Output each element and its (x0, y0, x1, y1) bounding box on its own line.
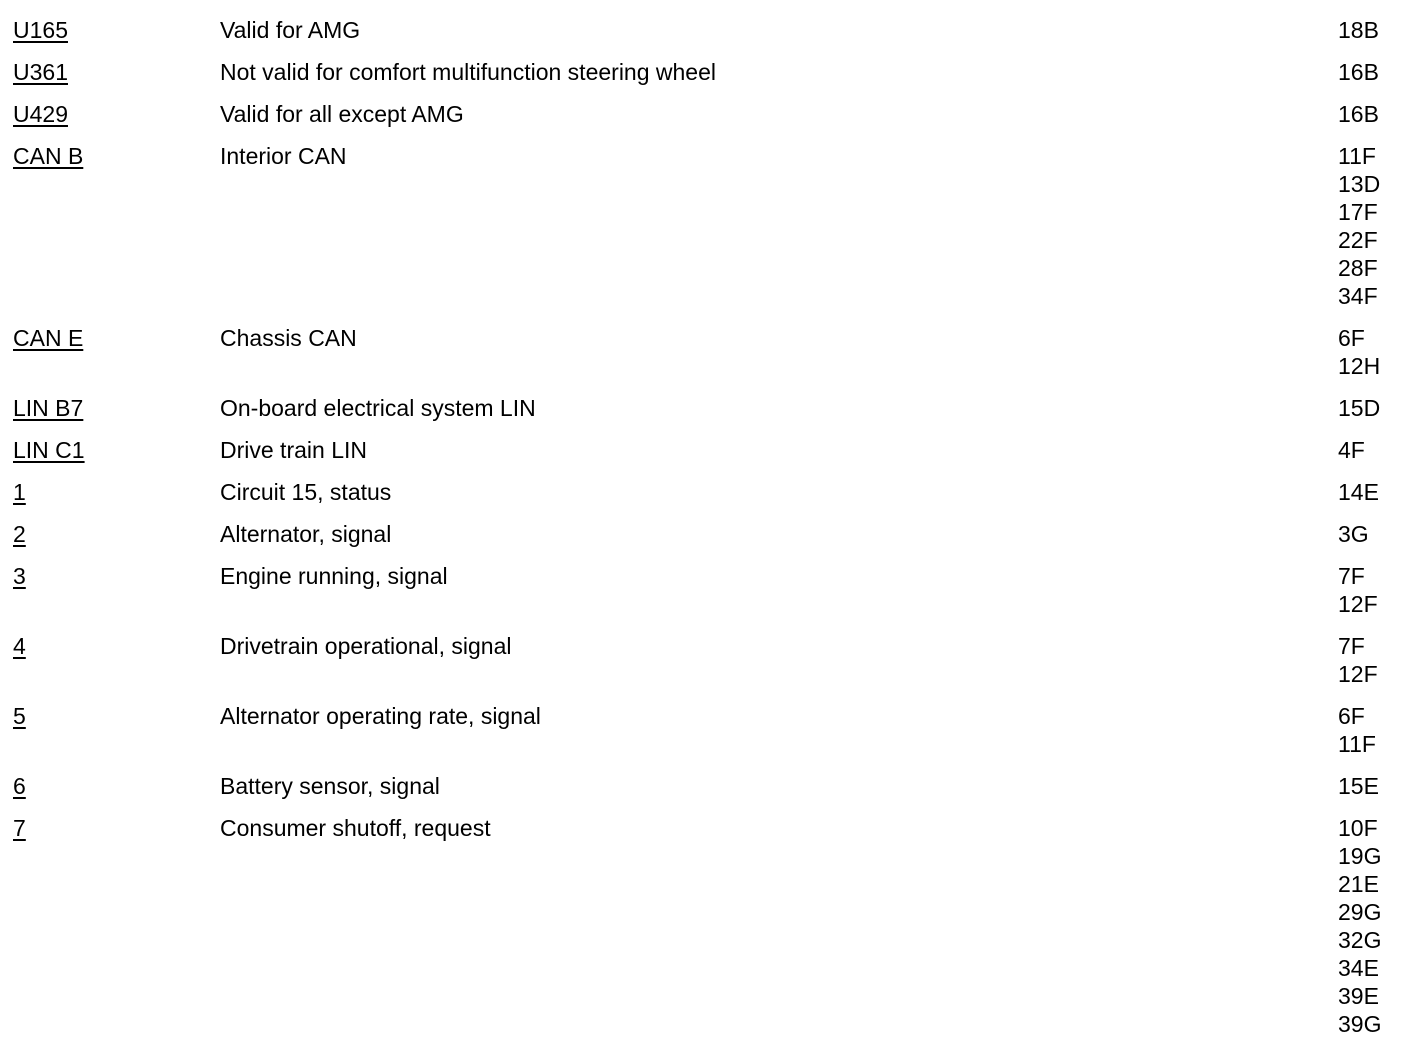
legend-row (0, 562, 1408, 618)
grid-reference: 32G (1338, 927, 1382, 953)
legend-grid-references (1338, 436, 1408, 464)
legend-grid-references (1338, 702, 1408, 758)
legend-grid-references (1338, 100, 1408, 128)
legend-code-cell (0, 58, 220, 86)
legend-code-cell (0, 324, 220, 352)
legend-description: Drivetrain operational, signal (220, 633, 512, 659)
legend-grid-references (1338, 16, 1408, 44)
legend-code-cell (0, 632, 220, 660)
legend-code-cell (0, 394, 220, 422)
legend-code-link[interactable]: 2 (13, 521, 26, 547)
grid-reference: 15D (1338, 395, 1381, 421)
grid-reference: 6F (1338, 703, 1365, 729)
grid-reference: 12F (1338, 591, 1378, 617)
legend-description: Not valid for comfort multifunction steering wheel (220, 59, 716, 85)
legend-code-link[interactable]: 1 (13, 479, 26, 505)
legend-code-link[interactable]: U165 (13, 17, 68, 43)
legend-code-cell (0, 100, 220, 128)
grid-reference: 28F (1338, 255, 1378, 281)
legend-row (0, 16, 1408, 44)
legend-row (0, 520, 1408, 548)
legend-code-cell (0, 436, 220, 464)
legend-code-link[interactable]: U429 (13, 101, 68, 127)
legend-grid-references (1338, 520, 1408, 548)
legend-code-link[interactable]: 3 (13, 563, 26, 589)
grid-reference: 3G (1338, 521, 1369, 547)
grid-reference: 7F (1338, 633, 1365, 659)
legend-grid-references (1338, 142, 1408, 310)
legend-row (0, 478, 1408, 506)
legend-description: Engine running, signal (220, 563, 448, 589)
legend-row (0, 394, 1408, 422)
legend-code-link[interactable]: LIN C1 (13, 437, 85, 463)
grid-reference: 13D (1338, 171, 1381, 197)
legend-code-link[interactable]: 5 (13, 703, 26, 729)
legend-code-cell (0, 772, 220, 800)
legend-code-cell (0, 520, 220, 548)
grid-reference: 11F (1338, 731, 1376, 757)
legend-grid-references (1338, 772, 1408, 800)
legend-row (0, 702, 1408, 758)
grid-reference: 4F (1338, 437, 1365, 463)
legend-description: Drive train LIN (220, 437, 367, 463)
grid-reference: 22F (1338, 227, 1378, 253)
grid-reference: 16B (1338, 59, 1379, 85)
legend-code-cell (0, 142, 220, 170)
legend-table (0, 16, 1408, 1052)
grid-reference: 6F (1338, 325, 1365, 351)
legend-description: Consumer shutoff, request (220, 815, 491, 841)
legend-grid-references (1338, 58, 1408, 86)
legend-code-link[interactable]: CAN B (13, 143, 84, 169)
legend-row (0, 58, 1408, 86)
legend-code-cell (0, 478, 220, 506)
legend-description: Circuit 15, status (220, 479, 392, 505)
legend-grid-references (1338, 814, 1408, 1038)
grid-reference: 39G (1338, 1011, 1382, 1037)
legend-grid-references (1338, 562, 1408, 618)
legend-description: Valid for all except AMG (220, 101, 464, 127)
grid-reference: 18B (1338, 17, 1379, 43)
grid-reference: 34E (1338, 955, 1379, 981)
legend-row (0, 632, 1408, 688)
legend-code-cell (0, 814, 220, 842)
grid-reference: 21E (1338, 871, 1379, 897)
legend-description: Chassis CAN (220, 325, 357, 351)
legend-row (0, 324, 1408, 380)
legend-code-link[interactable]: LIN B7 (13, 395, 84, 421)
legend-description: Interior CAN (220, 143, 347, 169)
legend-grid-references (1338, 324, 1408, 380)
legend-code-link[interactable]: 7 (13, 815, 26, 841)
grid-reference: 39E (1338, 983, 1379, 1009)
legend-description: Valid for AMG (220, 17, 361, 43)
legend-description: Alternator operating rate, signal (220, 703, 541, 729)
legend-grid-references (1338, 394, 1408, 422)
grid-reference: 15E (1338, 773, 1379, 799)
legend-row (0, 772, 1408, 800)
legend-description: On-board electrical system LIN (220, 395, 536, 421)
grid-reference: 12F (1338, 661, 1378, 687)
legend-row (0, 436, 1408, 464)
grid-reference: 10F (1338, 815, 1378, 841)
legend-grid-references (1338, 632, 1408, 688)
grid-reference: 14E (1338, 479, 1379, 505)
legend-code-cell (0, 702, 220, 730)
legend-code-link[interactable]: U361 (13, 59, 68, 85)
grid-reference: 19G (1338, 843, 1382, 869)
legend-code-cell (0, 562, 220, 590)
legend-row (0, 814, 1408, 1038)
grid-reference: 12H (1338, 353, 1381, 379)
legend-description: Alternator, signal (220, 521, 392, 547)
grid-reference: 17F (1338, 199, 1378, 225)
legend-grid-references (1338, 478, 1408, 506)
legend-code-link[interactable]: 6 (13, 773, 26, 799)
legend-row (0, 142, 1408, 310)
grid-reference: 29G (1338, 899, 1382, 925)
legend-row (0, 100, 1408, 128)
legend-code-link[interactable]: CAN E (13, 325, 84, 351)
legend-code-cell (0, 16, 220, 44)
grid-reference: 34F (1338, 283, 1378, 309)
legend-description: Battery sensor, signal (220, 773, 440, 799)
legend-code-link[interactable]: 4 (13, 633, 26, 659)
grid-reference: 16B (1338, 101, 1379, 127)
grid-reference: 11F (1338, 143, 1376, 169)
grid-reference: 7F (1338, 563, 1365, 589)
